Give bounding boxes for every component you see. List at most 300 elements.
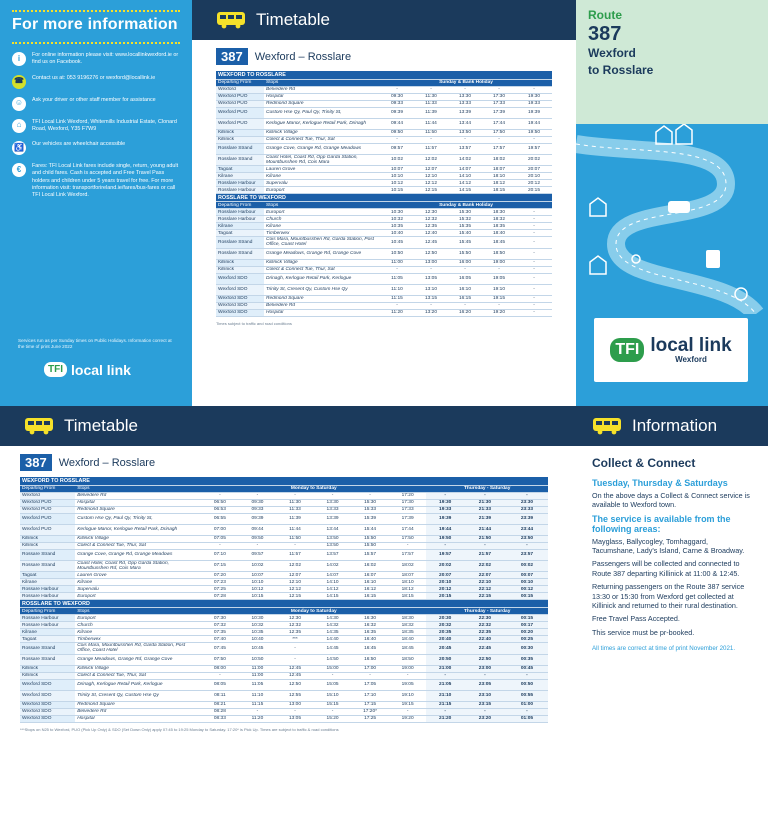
- time-cell: -: [414, 136, 448, 143]
- departing-from: Rossare Harbour: [20, 593, 75, 600]
- time-cell: 10:02: [239, 560, 277, 572]
- time-cell: 17:15: [351, 701, 389, 708]
- time-cell: 07:32: [201, 622, 239, 629]
- time-cell: -: [448, 136, 482, 143]
- time-cell: 20:10: [516, 173, 552, 180]
- stop-name: Grange Cove, Grange Rd, Grange Meadows: [264, 143, 380, 154]
- table-row: [20, 579, 548, 586]
- table-row: [20, 542, 548, 549]
- time-cell: -: [426, 542, 464, 549]
- time-cell: 19:39: [516, 107, 552, 118]
- departing-from: Rosslare Strand: [216, 154, 264, 166]
- time-cell: 10:40: [380, 230, 414, 237]
- time-cell: 21:00: [426, 665, 464, 672]
- time-cell: -: [414, 266, 448, 273]
- time-cell: 11:20: [239, 715, 277, 722]
- timetable-note: Times subject to traffic and road conditions: [216, 320, 292, 326]
- time-cell: 20:40: [426, 636, 464, 643]
- time-cell: 14:12: [448, 180, 482, 187]
- time-cell: 10:07: [380, 166, 414, 173]
- time-cell: 21:15: [426, 701, 464, 708]
- departing-from: Killinick: [216, 129, 264, 136]
- timetable-title: Timetable: [256, 10, 331, 29]
- time-cell: 12:50: [276, 679, 314, 690]
- table-row: [20, 586, 548, 593]
- print-note: All times are correct at time of print November 2021.: [592, 644, 736, 652]
- time-cell: 22:12: [464, 586, 506, 593]
- time-cell: 07:00: [201, 524, 239, 535]
- time-cell: -: [516, 209, 552, 216]
- time-cell: 19:05: [482, 273, 516, 284]
- time-cell: -: [426, 492, 464, 499]
- direction-title: ROSSLARE TO WEXFORD: [20, 600, 548, 608]
- time-cell: -: [464, 708, 506, 715]
- departing-from: Wexford SDO: [216, 284, 264, 295]
- time-cell: 20:15: [516, 187, 552, 194]
- table-row: [20, 524, 548, 535]
- time-cell: 00:15: [506, 593, 548, 600]
- time-cell: 19:20: [482, 309, 516, 316]
- time-cell: 12:55: [276, 690, 314, 701]
- departing-from: Rosslare Strand: [216, 248, 264, 259]
- stop-name: Killinick Village: [75, 535, 201, 542]
- table-row: [20, 715, 548, 722]
- time-cell: 01:00: [506, 701, 548, 708]
- table-row: [20, 492, 548, 499]
- time-cell: 21:44: [464, 524, 506, 535]
- time-cell: 23:15: [464, 701, 506, 708]
- time-cell: 21:10: [426, 690, 464, 701]
- time-cell: 11:10: [380, 284, 414, 295]
- time-cell: 23:30: [506, 499, 548, 506]
- time-cell: -: [239, 542, 277, 549]
- time-cell: 10:02: [380, 154, 414, 166]
- time-cell: -: [506, 708, 548, 715]
- local-link-text: local link: [71, 361, 131, 378]
- col-stops: Stops: [75, 485, 201, 492]
- time-cell: 11:33: [276, 506, 314, 513]
- time-cell: 14:07: [448, 166, 482, 173]
- info-item-text: Our vehicles are wheelchair accessible: [32, 141, 126, 148]
- time-cell: 19:33: [426, 506, 464, 513]
- departing-from: Wexford SDO: [20, 701, 75, 708]
- time-cell: 10:10: [239, 579, 277, 586]
- time-cell: 13:30: [448, 93, 482, 100]
- time-cell: 18:35: [389, 629, 427, 636]
- time-cell: 18:40: [389, 636, 427, 643]
- time-cell: 07:30: [201, 615, 239, 622]
- time-cell: 10:15: [239, 593, 277, 600]
- route-line-2: [20, 454, 576, 471]
- time-cell: 00:02: [506, 560, 548, 572]
- cover-tfi-badge: TFI: [610, 338, 644, 362]
- time-cell: 06:50: [201, 499, 239, 506]
- time-cell: 09:33: [380, 100, 414, 107]
- stop-name: Lauren Grove: [75, 572, 201, 579]
- stop-name: Killinick Village: [75, 665, 201, 672]
- time-cell: 12:35: [414, 223, 448, 230]
- time-cell: -: [314, 672, 352, 679]
- timetable-title-2: Timetable: [64, 416, 139, 435]
- info-items: [12, 52, 180, 200]
- time-cell: 15:50: [351, 535, 389, 542]
- time-cell: 19:30: [426, 499, 464, 506]
- euro-icon: €: [12, 163, 26, 177]
- table-row: [20, 665, 548, 672]
- table-row: [216, 100, 552, 107]
- time-cell: -: [380, 266, 414, 273]
- table-row: [20, 690, 548, 701]
- time-cell: 23:20: [464, 715, 506, 722]
- direction-title: WEXFORD TO ROSSLARE: [216, 71, 552, 79]
- stop-name: Custom Hse Qy, Paul Qy, Trinity St,: [264, 107, 380, 118]
- time-cell: 11:50: [414, 129, 448, 136]
- time-cell: 10:10: [380, 173, 414, 180]
- time-cell: 21:30: [464, 499, 506, 506]
- time-cell: 07:45: [201, 643, 239, 655]
- time-cell: 10:30: [380, 209, 414, 216]
- time-cell: 22:15: [464, 593, 506, 600]
- time-cell: 11:44: [414, 118, 448, 129]
- time-cell: 15:57: [351, 549, 389, 560]
- stop-name: Hospital: [264, 309, 380, 316]
- table-row: [216, 223, 552, 230]
- time-cell: 15:39: [351, 513, 389, 524]
- departing-from: Rosslare Harbour: [216, 209, 264, 216]
- time-cell: 20:12: [516, 180, 552, 187]
- info-icon: i: [12, 52, 26, 66]
- departing-from: Wexford PUO: [20, 524, 75, 535]
- time-cell: 16:32: [351, 622, 389, 629]
- days-heading: Tuesday, Thursday & Saturdays: [592, 478, 728, 488]
- table-row: [216, 248, 552, 259]
- time-cell: 10:07: [239, 572, 277, 579]
- time-cell: 17:20*: [351, 708, 389, 715]
- time-cell: 07:23: [201, 579, 239, 586]
- time-cell: -: [201, 672, 239, 679]
- departing-from: Rossare Harbour: [20, 586, 75, 593]
- direction-title: WEXFORD TO ROSSLARE: [20, 477, 548, 485]
- time-cell: 14:35: [314, 629, 352, 636]
- cover-route-number: 387: [588, 23, 622, 45]
- time-cell: 18:30: [482, 209, 516, 216]
- time-cell: -: [464, 542, 506, 549]
- bus-icon: [24, 417, 54, 435]
- table-row: [20, 679, 548, 690]
- stop-name: Colect & Connect Tue, Thur, Sat: [264, 266, 380, 273]
- time-cell: 11:30: [276, 499, 314, 506]
- table-row: [216, 209, 552, 216]
- stop-name: Colect & Connect Tue, Thur, Sat: [75, 542, 201, 549]
- stop-name: Killinick Village: [264, 259, 380, 266]
- time-cell: 16:40: [351, 636, 389, 643]
- time-cell: 17:25: [351, 715, 389, 722]
- departing-from: Wexford SDO: [20, 690, 75, 701]
- time-cell: 13:00: [414, 259, 448, 266]
- time-cell: 11:50: [276, 535, 314, 542]
- time-cell: 23:57: [506, 549, 548, 560]
- departing-from: Wexford SDO: [216, 309, 264, 316]
- cover-logo: [594, 318, 748, 382]
- time-cell: 17:10: [351, 690, 389, 701]
- time-cell: 10:35: [380, 223, 414, 230]
- table-row: [216, 86, 552, 93]
- stop-name: Grange Meadows, Grange Rd, Grange Cove: [264, 248, 380, 259]
- time-cell: 22:35: [464, 629, 506, 636]
- time-cell: 15:45: [448, 237, 482, 249]
- time-cell: -: [516, 295, 552, 302]
- time-cell: 20:07: [516, 166, 552, 173]
- time-cell: 12:02: [414, 154, 448, 166]
- table-row: [20, 513, 548, 524]
- time-cell: 13:05: [276, 715, 314, 722]
- time-cell: 18:32: [482, 216, 516, 223]
- cover-dest-2: to Rosslare: [588, 63, 654, 77]
- departing-from: Wexford PUO: [216, 93, 264, 100]
- stop-name: Cois Mara, Mountbusshen Rd, Garda Station, Post Office, Coast Hotel: [264, 237, 380, 249]
- time-cell: -: [448, 86, 482, 93]
- departing-from: Wexford PUO: [216, 118, 264, 129]
- time-cell: 15:35: [448, 223, 482, 230]
- time-cell: 16:35: [351, 629, 389, 636]
- table-row: [216, 107, 552, 118]
- time-cell: 23:00: [464, 665, 506, 672]
- time-cell: 12:07: [414, 166, 448, 173]
- time-cell: 19:15: [482, 295, 516, 302]
- time-cell: 13:57: [448, 143, 482, 154]
- time-cell: 11:00: [380, 259, 414, 266]
- timetable-panel-sunday: [192, 0, 576, 406]
- departing-from: Rosslare Strand: [216, 143, 264, 154]
- table-row: [20, 643, 548, 655]
- time-cell: 20:12: [426, 586, 464, 593]
- table-row: [216, 136, 552, 143]
- cover-local-link: local link: [650, 335, 732, 356]
- time-cell: 12:02: [276, 560, 314, 572]
- phone-icon: ☎: [12, 75, 26, 89]
- time-cell: -: [201, 542, 239, 549]
- stop-name: Supervalu: [264, 180, 380, 187]
- time-cell: 22:07: [464, 572, 506, 579]
- time-cell: -: [276, 542, 314, 549]
- time-cell: 00:45: [506, 665, 548, 672]
- time-cell: 22:10: [464, 579, 506, 586]
- time-cell: 18:40: [482, 230, 516, 237]
- time-cell: 13:10: [414, 284, 448, 295]
- time-cell: 21:39: [464, 513, 506, 524]
- time-cell: 16:02: [351, 560, 389, 572]
- departing-from: Kilrane: [20, 579, 75, 586]
- timetable-weekday: [20, 477, 548, 723]
- time-cell: 17:39: [482, 107, 516, 118]
- stop-name: Hospital: [75, 499, 201, 506]
- time-cell: -: [426, 708, 464, 715]
- time-cell: 11:05: [380, 273, 414, 284]
- time-cell: 11:39: [414, 107, 448, 118]
- departing-from: Wexford: [20, 492, 75, 499]
- time-cell: 22:32: [464, 622, 506, 629]
- route-number: 387: [216, 48, 248, 65]
- time-cell: 18:12: [389, 586, 427, 593]
- table-row: [20, 636, 548, 643]
- time-cell: 08:05: [201, 679, 239, 690]
- stop-name: Colect & Connect Tue, Thur, Sat: [75, 672, 201, 679]
- time-cell: 15:00: [314, 665, 352, 672]
- stop-name: Timberwex: [75, 636, 201, 643]
- time-cell: -: [516, 237, 552, 249]
- departing-from: Rosslare Harbour: [216, 187, 264, 194]
- time-cell: -: [380, 302, 414, 309]
- info-paragraph: Passengers will be collected and connected to Route 387 departing Killinick at 11:00 & 12:45.: [592, 559, 740, 578]
- time-cell: 21:20: [426, 715, 464, 722]
- time-cell: 11:10: [239, 690, 277, 701]
- timetable-panel-weekday: [0, 406, 576, 814]
- time-cell: 09:44: [239, 524, 277, 535]
- time-cell: 07:05: [201, 535, 239, 542]
- table-row: [216, 273, 552, 284]
- col-days: Thursday - Saturday: [426, 485, 548, 492]
- table-row: [20, 672, 548, 679]
- time-cell: 14:45: [314, 643, 352, 655]
- time-cell: 12:07: [276, 572, 314, 579]
- time-cell: -: [276, 654, 314, 665]
- departing-from: Rossare Strand: [20, 549, 75, 560]
- time-cell: 11:00: [239, 672, 277, 679]
- stop-name: Timberwex: [264, 230, 380, 237]
- time-cell: 15:15: [314, 701, 352, 708]
- collect-connect-title: Collect & Connect: [592, 456, 696, 470]
- time-cell: 12:10: [276, 579, 314, 586]
- time-cell: 19:39: [426, 513, 464, 524]
- departing-from: Rossare Harbour: [20, 622, 75, 629]
- table-row: [216, 93, 552, 100]
- col-stops: Stops: [264, 79, 380, 86]
- time-cell: 13:20: [414, 309, 448, 316]
- departing-from: Killinick: [20, 535, 75, 542]
- departing-from: Wexford SDO: [20, 708, 75, 715]
- stop-name: Grange Cove, Grange Rd, Grange Meadows: [75, 549, 201, 560]
- time-cell: 22:45: [464, 643, 506, 655]
- stop-name: Drinagh, Kerlogue Retail Park, Kerlogue: [264, 273, 380, 284]
- time-cell: 19:20: [389, 715, 427, 722]
- stop-name: Cois Mara, Mountbusshen Rd, Garda Station, Post Office, Coast Hotel: [75, 643, 201, 655]
- time-cell: 17:44: [482, 118, 516, 129]
- stop-name: Kilrane: [264, 223, 380, 230]
- info-paragraph: On the above days a Collect & Connect service is available to Wexford town.: [592, 491, 750, 510]
- time-cell: 18:15: [482, 187, 516, 194]
- time-cell: 11:57: [276, 549, 314, 560]
- time-cell: 12:45: [414, 237, 448, 249]
- timetable-header-2: [0, 406, 576, 446]
- time-cell: 15:20: [314, 715, 352, 722]
- bus-icon: [216, 11, 246, 29]
- departing-from: Wexford SDO: [216, 273, 264, 284]
- time-cell: 23:44: [506, 524, 548, 535]
- direction-header: [216, 71, 552, 79]
- time-cell: 13:39: [314, 513, 352, 524]
- route-illustration: [576, 124, 768, 314]
- time-cell: -: [380, 136, 414, 143]
- stop-name: Kilrane: [75, 629, 201, 636]
- stop-name: Europort: [264, 187, 380, 194]
- route-line: [216, 48, 576, 65]
- table-row: [216, 187, 552, 194]
- time-cell: 07:15: [201, 560, 239, 572]
- time-cell: 16:30: [351, 615, 389, 622]
- time-cell: 17:57: [482, 143, 516, 154]
- information-panel: [576, 406, 768, 814]
- time-cell: 00:55: [506, 690, 548, 701]
- time-cell: 21:57: [464, 549, 506, 560]
- stop-name: Europort: [75, 593, 201, 600]
- time-cell: 14:12: [314, 586, 352, 593]
- departing-from: Rosslare Harbour: [216, 180, 264, 187]
- time-cell: 14:50: [314, 654, 352, 665]
- time-cell: 13:39: [448, 107, 482, 118]
- time-cell: 12:30: [414, 209, 448, 216]
- time-cell: 11:33: [414, 100, 448, 107]
- departing-from: Wexford SDO: [20, 679, 75, 690]
- time-cell: 14:07: [314, 572, 352, 579]
- departing-from: Rosslare Harbour: [216, 216, 264, 223]
- time-cell: 12:50: [414, 248, 448, 259]
- time-cell: 14:30: [314, 615, 352, 622]
- time-cell: 20:10: [426, 579, 464, 586]
- info-item-text: Ask your driver or other staff member for assistance: [32, 96, 156, 103]
- departing-from: Rossare Strand: [20, 560, 75, 572]
- time-cell: 20:02: [516, 154, 552, 166]
- time-cell: -: [506, 542, 548, 549]
- information-header: [576, 406, 768, 446]
- time-cell: 12:32: [414, 216, 448, 223]
- time-cell: 16:10: [448, 284, 482, 295]
- time-cell: 20:35: [426, 629, 464, 636]
- stop-name: Kerlogue Manor, Kerlogue Retail Park, Drinagh: [264, 118, 380, 129]
- time-cell: -: [516, 136, 552, 143]
- time-cell: 13:33: [314, 506, 352, 513]
- stop-name: Belvedere Rd: [264, 86, 380, 93]
- departing-from: Tagoat: [20, 572, 75, 579]
- time-cell: 10:35: [239, 629, 277, 636]
- time-cell: 19:00: [482, 259, 516, 266]
- time-cell: 20:30: [426, 615, 464, 622]
- time-cell: 11:30: [414, 93, 448, 100]
- departing-from: Wexford PUO: [20, 513, 75, 524]
- info-paragraph: This service must be pr-booked.: [592, 627, 695, 637]
- time-cell: -: [314, 492, 352, 499]
- time-cell: 18:30: [389, 615, 427, 622]
- time-cell: 10:12: [380, 180, 414, 187]
- time-cell: 23:50: [506, 535, 548, 542]
- stop-name: Belvedere Rd: [75, 708, 201, 715]
- departing-from: Tagoat: [20, 636, 75, 643]
- col-departing: Departing From: [216, 79, 264, 86]
- departing-from: Killinick: [20, 665, 75, 672]
- time-cell: -: [482, 266, 516, 273]
- stop-name: Kilrane: [75, 579, 201, 586]
- time-cell: -: [464, 672, 506, 679]
- info-paragraph: Returning passengers on the Route 387 service 13:30 or 15:30 from Wexford get collected at Killinick and returned to their rural destination.: [592, 582, 745, 610]
- time-cell: 00:07: [506, 572, 548, 579]
- time-cell: 12:15: [276, 593, 314, 600]
- time-cell: 00:17: [506, 622, 548, 629]
- info-title: For more information: [12, 16, 178, 33]
- column-header-row: [20, 608, 548, 615]
- time-cell: 15:10: [314, 690, 352, 701]
- table-row: [216, 118, 552, 129]
- stop-name: Church: [75, 622, 201, 629]
- time-cell: 09:57: [380, 143, 414, 154]
